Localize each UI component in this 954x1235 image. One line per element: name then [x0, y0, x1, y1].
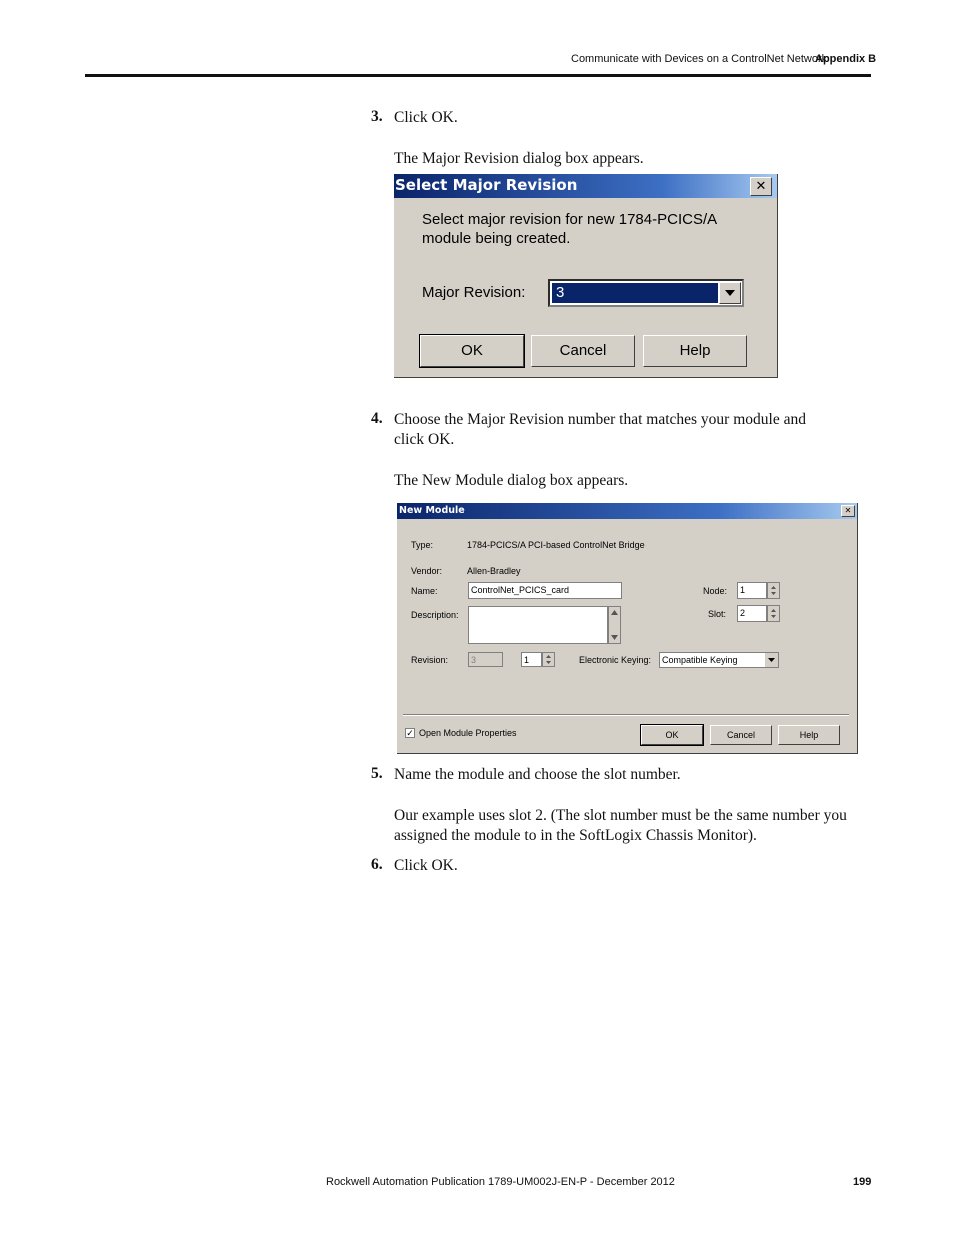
open-module-properties-label: Open Module Properties [419, 728, 517, 738]
major-revision-caption: The Major Revision dialog box appears. [394, 150, 644, 167]
type-value: 1784-PCICS/A PCI-based ControlNet Bridge [467, 540, 645, 550]
header-rule [85, 74, 871, 77]
open-module-properties-checkbox[interactable]: ✓ [406, 728, 414, 738]
running-header-title: Communicate with Devices on a ControlNet Network [571, 53, 828, 65]
step-4-text-line1: Choose the Major Revision number that matches your module and [394, 411, 806, 428]
cancel-button[interactable]: Cancel [531, 335, 635, 367]
step-3-text: Click OK. [394, 109, 458, 126]
dialog-title-bar [397, 503, 857, 519]
step-number-4: 4. [371, 410, 383, 427]
type-label: Type: [411, 540, 434, 550]
dialog-title-bar [394, 174, 777, 198]
vendor-label: Vendor: [411, 566, 443, 576]
step-5-text: Name the module and choose the slot number. [394, 766, 681, 783]
slot-example-line2: assigned the module to in the SoftLogix Chassis Monitor). [394, 827, 757, 844]
help-button[interactable]: Help [778, 725, 840, 745]
dialog-title: Select Major Revision [395, 176, 578, 194]
electronic-keying-label: Electronic Keying: [579, 655, 652, 665]
description-scrollbar[interactable] [608, 606, 621, 644]
dialog-message [422, 210, 717, 248]
dialog-title: New Module [399, 505, 465, 516]
node-input[interactable]: 1 [737, 582, 767, 599]
step-4-text [394, 410, 806, 450]
description-label: Description: [411, 610, 459, 620]
major-revision-label: Major Revision: [422, 284, 526, 301]
step-6-text: Click OK. [394, 857, 458, 874]
step-4-text-line2: click OK. [394, 431, 455, 448]
step-number-3: 3. [371, 108, 383, 125]
new-module-caption: The New Module dialog box appears. [394, 472, 629, 489]
new-module-dialog [397, 503, 858, 754]
name-input[interactable]: ControlNet_PCICS_card [468, 582, 622, 599]
cancel-button[interactable]: Cancel [710, 725, 772, 745]
revision-minor-input[interactable]: 1 [521, 652, 542, 667]
major-revision-value: 3 [552, 283, 718, 303]
select-major-revision-dialog [394, 174, 778, 378]
revision-minor-stepper[interactable] [542, 652, 555, 667]
slot-example-line1: Our example uses slot 2. (The slot number must be the same number you [394, 807, 847, 824]
ok-button[interactable]: OK [420, 335, 524, 367]
revision-major-field: 3 [468, 652, 503, 667]
vendor-value: Allen-Bradley [467, 566, 521, 576]
slot-stepper[interactable] [767, 605, 780, 622]
footer-publication: Rockwell Automation Publication 1789-UM002J-EN-P - December 2012 [326, 1176, 675, 1188]
chevron-down-icon[interactable] [719, 282, 741, 304]
slot-input[interactable]: 2 [737, 605, 767, 622]
chevron-down-icon[interactable] [765, 653, 778, 667]
major-revision-select[interactable] [548, 279, 744, 307]
electronic-keying-select[interactable] [659, 652, 779, 668]
separator [403, 714, 849, 716]
revision-label: Revision: [411, 655, 449, 665]
node-label: Node: [703, 586, 728, 596]
electronic-keying-value: Compatible Keying [662, 655, 738, 665]
name-label: Name: [411, 586, 438, 596]
help-button[interactable]: Help [643, 335, 747, 367]
step-number-5: 5. [371, 765, 383, 782]
node-stepper[interactable] [767, 582, 780, 599]
dialog-message-line2: module being created. [422, 230, 571, 247]
slot-example-text [394, 806, 847, 846]
slot-label: Slot: [708, 609, 727, 619]
description-input[interactable] [468, 606, 608, 644]
dialog-message-line1: Select major revision for new 1784-PCICS/A [422, 211, 718, 228]
ok-button[interactable]: OK [641, 725, 703, 745]
page-number: 199 [853, 1176, 872, 1188]
close-icon[interactable]: ✕ [750, 177, 772, 196]
close-icon[interactable]: ✕ [841, 505, 855, 517]
running-header-appendix: Appendix B [815, 53, 877, 65]
step-number-6: 6. [371, 856, 383, 873]
